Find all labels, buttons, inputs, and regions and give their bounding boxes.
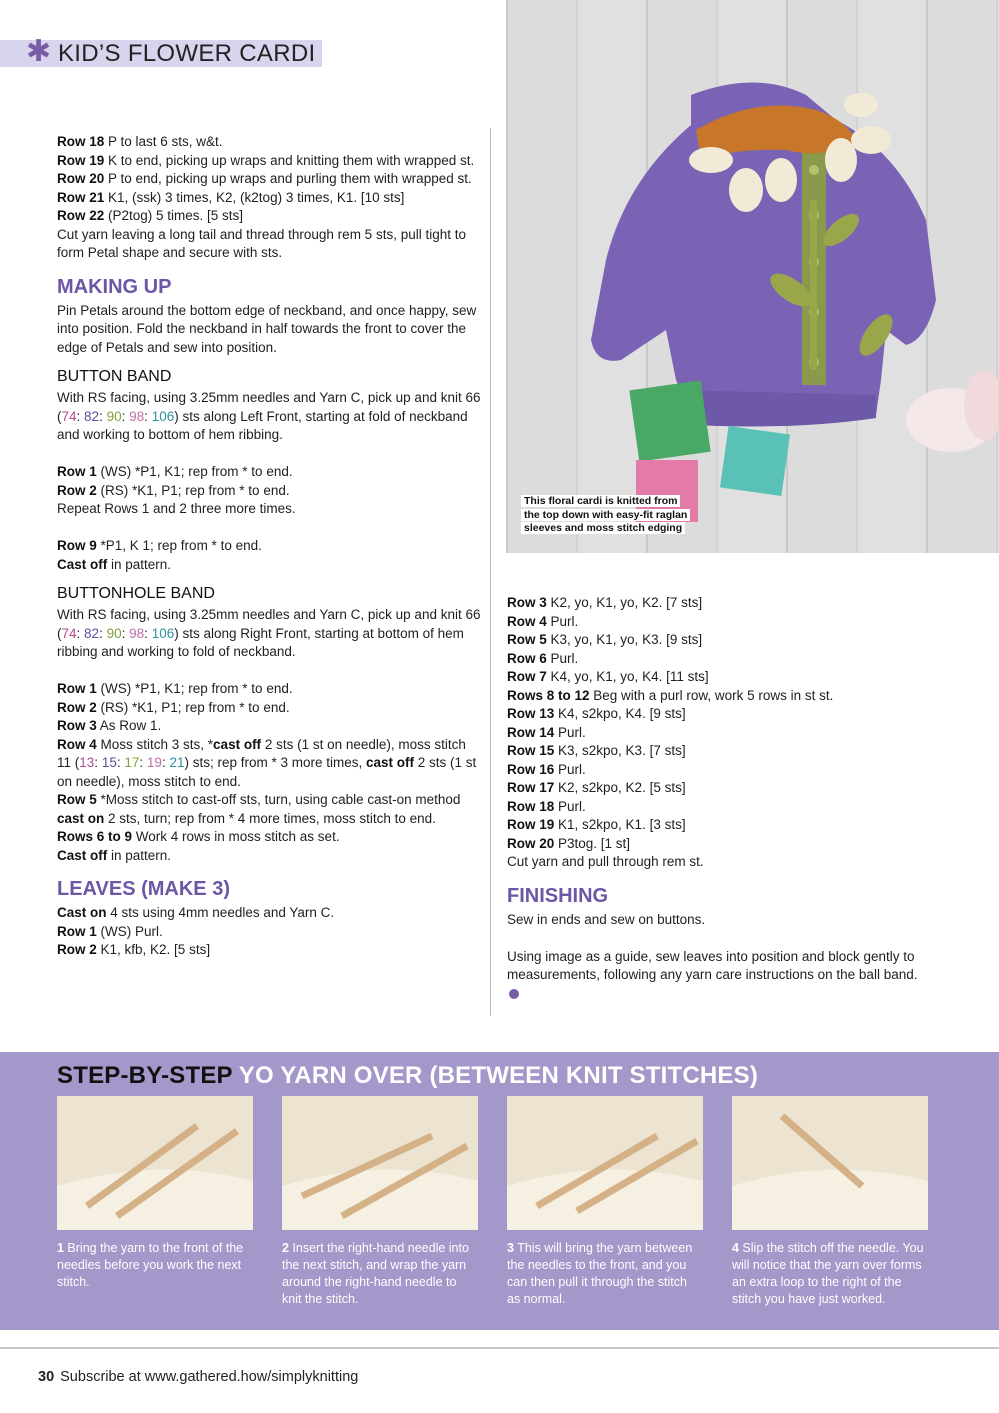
making-up-text: Pin Petals around the bottom edge of neckband, and once happy, sew into position. Fold the neckband in half towards the front to cover the edge of Petals and sew into position.	[57, 302, 477, 355]
pattern-row: Row 18 P to last 6 sts, w&t.	[57, 134, 223, 149]
step-4	[732, 1096, 928, 1308]
step-text: 3 This will bring the yarn between the needles to the front, and you can then pull it through the stitch as normal.	[507, 1241, 693, 1306]
instruction-text: Repeat Rows 1 and 2 three more times.	[57, 501, 296, 516]
instruction-text: Cut yarn and pull through rem st.	[507, 854, 704, 869]
pattern-row: Row 21 K1, (ssk) 3 times, K2, (k2tog) 3 times, K1. [10 sts]	[57, 189, 405, 205]
step-2	[282, 1096, 478, 1308]
step-text: 2 Insert the right-hand needle into the next stitch, and wrap the yarn around the right-hand needle to knit the stitch.	[282, 1241, 469, 1306]
pattern-row: Cast on 4 sts using 4mm needles and Yarn C.	[57, 905, 335, 920]
step-1	[57, 1096, 253, 1291]
yarn-ball-icon	[509, 989, 519, 999]
pattern-row: Row 3 K2, yo, K1, yo, K2. [7 sts]	[507, 595, 703, 610]
pattern-row: Row 4 Moss stitch 3 sts, *cast off 2 sts (1 st on needle), moss stitch 11 (13: 15: 17: 19: 21) sts; rep from * 3 more times, cast off 2 sts (1 st on needle), moss stitch to end.	[57, 736, 477, 789]
column-divider	[490, 128, 491, 1016]
step-photo	[57, 1096, 253, 1230]
photo-caption: This floral cardi is knitted from the top down with easy-fit raglan sleeves and moss stitch edging	[521, 495, 691, 536]
cardigan-photo	[506, 0, 999, 553]
pattern-row: Row 2 K1, kfb, K2. [5 sts]	[57, 942, 211, 957]
pattern-row: Row 1 (WS) Purl.	[57, 923, 163, 939]
instruction-text: Cut yarn leaving a long tail and thread through rem 5 sts, pull tight to form Petal shape and secure with sts.	[57, 226, 466, 260]
pattern-row: Cast off in pattern.	[57, 556, 172, 572]
step-photo	[732, 1096, 928, 1230]
pattern-row: Row 13 K4, s2kpo, K4. [9 sts]	[507, 706, 686, 721]
step-photo	[282, 1096, 478, 1230]
heading-finishing: FINISHING	[507, 884, 609, 907]
pattern-row: Row 2 (RS) *K1, P1; rep from * to end.	[57, 699, 290, 715]
pattern-row: Row 20 P3tog. [1 st]	[507, 835, 631, 851]
finishing-text: Using image as a guide, sew leaves into position and block gently to measurements, following any yarn care instructions on the ball band.	[507, 948, 932, 1004]
pattern-row: Row 20 P to end, picking up wraps and purling them with wrapped st.	[57, 171, 472, 186]
pattern-row: Row 5 K3, yo, K1, yo, K3. [9 sts]	[507, 632, 703, 647]
right-column	[507, 594, 932, 1003]
pattern-row: Row 16 Purl.	[507, 761, 586, 777]
page-title: KID’S FLOWER CARDI	[58, 40, 316, 67]
pattern-row: Row 1 (WS) *P1, K1; rep from * to end.	[57, 464, 293, 479]
pattern-row: Rows 6 to 9 Work 4 rows in moss stitch as set.	[57, 829, 340, 844]
pattern-row: Row 1 (WS) *P1, K1; rep from * to end.	[57, 681, 293, 696]
pattern-row: Row 6 Purl.	[507, 650, 579, 666]
heading-button-band: BUTTON BAND	[57, 368, 172, 385]
subscribe-link[interactable]: Subscribe at www.gathered.how/simplyknitting	[60, 1369, 359, 1385]
page-number: 30	[38, 1369, 55, 1385]
heading-leaves: LEAVES (MAKE 3)	[57, 878, 230, 900]
footer-divider	[0, 1347, 999, 1349]
finishing-text: Sew in ends and sew on buttons.	[507, 911, 706, 927]
pattern-row: Row 17 K2, s2kpo, K2. [5 sts]	[507, 780, 686, 795]
pattern-row: Row 7 K4, yo, K1, yo, K4. [11 sts]	[507, 669, 709, 684]
heading-making-up: MAKING UP	[57, 275, 172, 298]
step-3	[507, 1096, 703, 1308]
pattern-row: Row 9 *P1, K 1; rep from * to end.	[57, 538, 262, 553]
step-text: 1 Bring the yarn to the front of the needles before you work the next stitch.	[57, 1241, 244, 1289]
step-text: 4 Slip the stitch off the needle. You will notice that the yarn over forms an extra loop to the right of the stitch you have just worked.	[732, 1241, 924, 1306]
pattern-row: Row 4 Purl.	[507, 613, 579, 629]
pattern-row: Row 15 K3, s2kpo, K3. [7 sts]	[507, 743, 686, 758]
pattern-row: Rows 8 to 12 Beg with a purl row, work 5 rows in st st.	[507, 687, 834, 703]
step-photo	[507, 1096, 703, 1230]
buttonhole-band-intro: With RS facing, using 3.25mm needles and Yarn C, pick up and knit 66 (74: 82: 90: 98: 106) sts along Right Front, starting at bottom of hem ribbing and working to fold of neckband.	[57, 607, 481, 659]
step-by-step-panel	[0, 1052, 999, 1330]
button-band-intro: With RS facing, using 3.25mm needles and Yarn C, pick up and knit 66 (74: 82: 90: 98: 106) sts along Left Front, starting at fold of neckband and working to bottom of hem ribbing.	[57, 390, 481, 442]
pattern-row: Row 2 (RS) *K1, P1; rep from * to end.	[57, 482, 290, 498]
left-column	[57, 133, 482, 960]
pattern-row: Row 5 *Moss stitch to cast-off sts, turn, using cable cast-on method cast on 2 sts, turn; rep from * 4 more times, moss stitch to end.	[57, 792, 461, 826]
pattern-row: Row 19 K1, s2kpo, K1. [3 sts]	[507, 817, 686, 832]
cardigan-illustration	[506, 0, 999, 553]
heading-buttonhole-band: BUTTONHOLE BAND	[57, 585, 215, 602]
section-header	[0, 35, 322, 68]
pattern-row: Row 19 K to end, picking up wraps and knitting them with wrapped st.	[57, 152, 475, 168]
asterisk-flower-icon: ✱	[26, 35, 52, 68]
pattern-row: Row 18 Purl.	[507, 798, 586, 814]
pattern-row: Cast off in pattern.	[57, 847, 172, 863]
step-by-step-title: STEP-BY-STEP YO YARN OVER (BETWEEN KNIT STITCHES)	[57, 1062, 759, 1089]
pattern-row: Row 22 (P2tog) 5 times. [5 sts]	[57, 208, 244, 223]
pattern-row: Row 14 Purl.	[507, 724, 586, 740]
page-footer	[38, 1369, 358, 1385]
pattern-row: Row 3 As Row 1.	[57, 718, 162, 733]
